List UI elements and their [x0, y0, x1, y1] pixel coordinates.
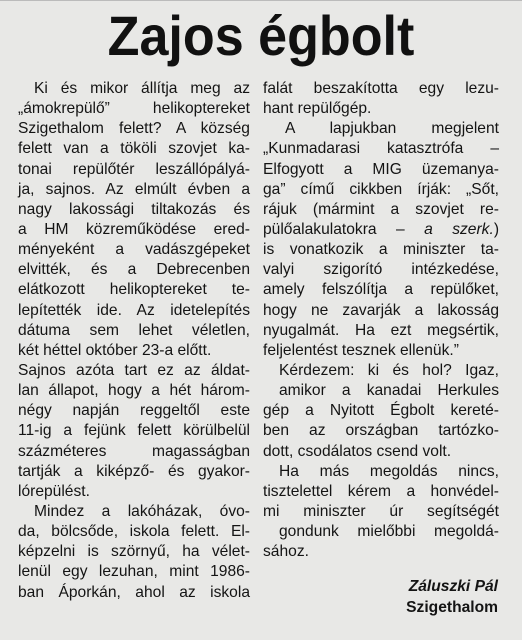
text-line: lan állapot, hogy a hét három-	[18, 382, 250, 400]
text-line: nyugalmát. Ha ezt megsértik,	[263, 321, 499, 339]
article-left-column	[18, 79, 250, 603]
text-line: falát beszakította egy lezu-	[263, 80, 499, 97]
text-line: dott, csodálatos csend volt.	[263, 442, 452, 460]
text-line: tonai repülőtér leszállópályá-	[18, 160, 250, 178]
article-headline: Zajos égbolt	[107, 4, 415, 67]
text-line: 11-ig a fejünk felett körülbelül	[18, 422, 250, 440]
text-line: ga” című cikkben írják: „Sőt,	[263, 180, 499, 198]
text-line: Szigethalom felett? A község	[18, 120, 250, 138]
text-line: dátuma sem lehet véletlen,	[18, 321, 250, 339]
text-line: lepítették ide. Az idetelepítés	[18, 301, 250, 319]
text-line: képzelni is szörnyű, ha vélet-	[18, 543, 250, 561]
text-line: Sajnos azóta tart ez az áldat-	[18, 361, 250, 379]
article-right-column	[263, 79, 499, 562]
text-line: „ámokrepülő” helikoptereket	[18, 100, 250, 118]
text-line: „Kunmadarasi katasztrófa –	[263, 140, 499, 158]
text-line: két héttel október 23-a előtt.	[18, 341, 212, 359]
signature-place: Szigethalom	[406, 599, 498, 616]
text-line: ményeként a vadászgépeket	[18, 241, 250, 259]
text-line: sához.	[263, 543, 309, 561]
text-line: amely felszólítja a repülőket,	[263, 281, 499, 299]
text-line: tartják a kiképző- és gyakor-	[18, 462, 250, 480]
text-line: A lapjukban megjelent	[285, 120, 499, 138]
text-line: négy napján reggeltől este	[18, 402, 250, 420]
text-line: gondunk mielőbbi megoldá-	[279, 523, 499, 541]
text-line: valyi szigorító intézkedése,	[263, 261, 499, 279]
signature-name: Záluszki Pál	[408, 578, 498, 595]
text-line: ban Áporkán, ahol az iskola	[18, 583, 250, 601]
text-line: hogy ne zavarják a lakosság	[263, 301, 499, 319]
text-line: tisztelettel kérem a honvédel-	[263, 482, 499, 500]
text-line: nagy lakossági tiltakozás és	[18, 200, 250, 218]
text-line: Ki és mikor állítja meg az	[34, 80, 250, 97]
text-line: lenül egy lezuhan, mint 1986-	[18, 563, 250, 581]
text-line: százméteres magasságban	[18, 442, 250, 460]
text-line: mi miniszter úr segítségét	[263, 502, 499, 520]
text-line: lórepülést.	[18, 482, 90, 500]
text-line: ben az országban tartózko-	[263, 422, 499, 440]
text-line: rájuk (mármint a szovjet re-	[263, 200, 499, 218]
text-line: hant repülőgép.	[263, 100, 372, 118]
text-line: ja, sajnos. Az elmúlt évben a	[18, 180, 250, 198]
text-line: is vonatkozik a miniszter ta-	[263, 241, 499, 259]
text-line: elvitték, és a Debrecenben	[18, 261, 250, 279]
article-signature	[406, 576, 498, 618]
text-line: Elfogyott a MIG üzemanya-	[263, 160, 499, 178]
text-line: felett van a tököli szovjet ka-	[18, 140, 250, 158]
text-line: amikor a kanadai Herkules	[279, 382, 499, 400]
text-line: pülőalakulatokra – a szerk.)	[263, 220, 500, 238]
text-line: Ha más megoldás nincs,	[279, 462, 499, 480]
text-line: feljelentést tesznek ellenük.”	[263, 341, 459, 359]
text-line: Kérdezem: ki és hol? Igaz,	[279, 361, 499, 379]
text-line: a HM közreműködése ered-	[18, 220, 250, 238]
text-line: Mindez a lakóházak, óvo-	[34, 502, 250, 520]
text-line: gép a Nyitott Égbolt kereté-	[263, 402, 499, 420]
text-line: elátkozott helikoptereket te-	[18, 281, 250, 299]
text-line: da, bölcsőde, iskola felett. El-	[18, 523, 250, 541]
